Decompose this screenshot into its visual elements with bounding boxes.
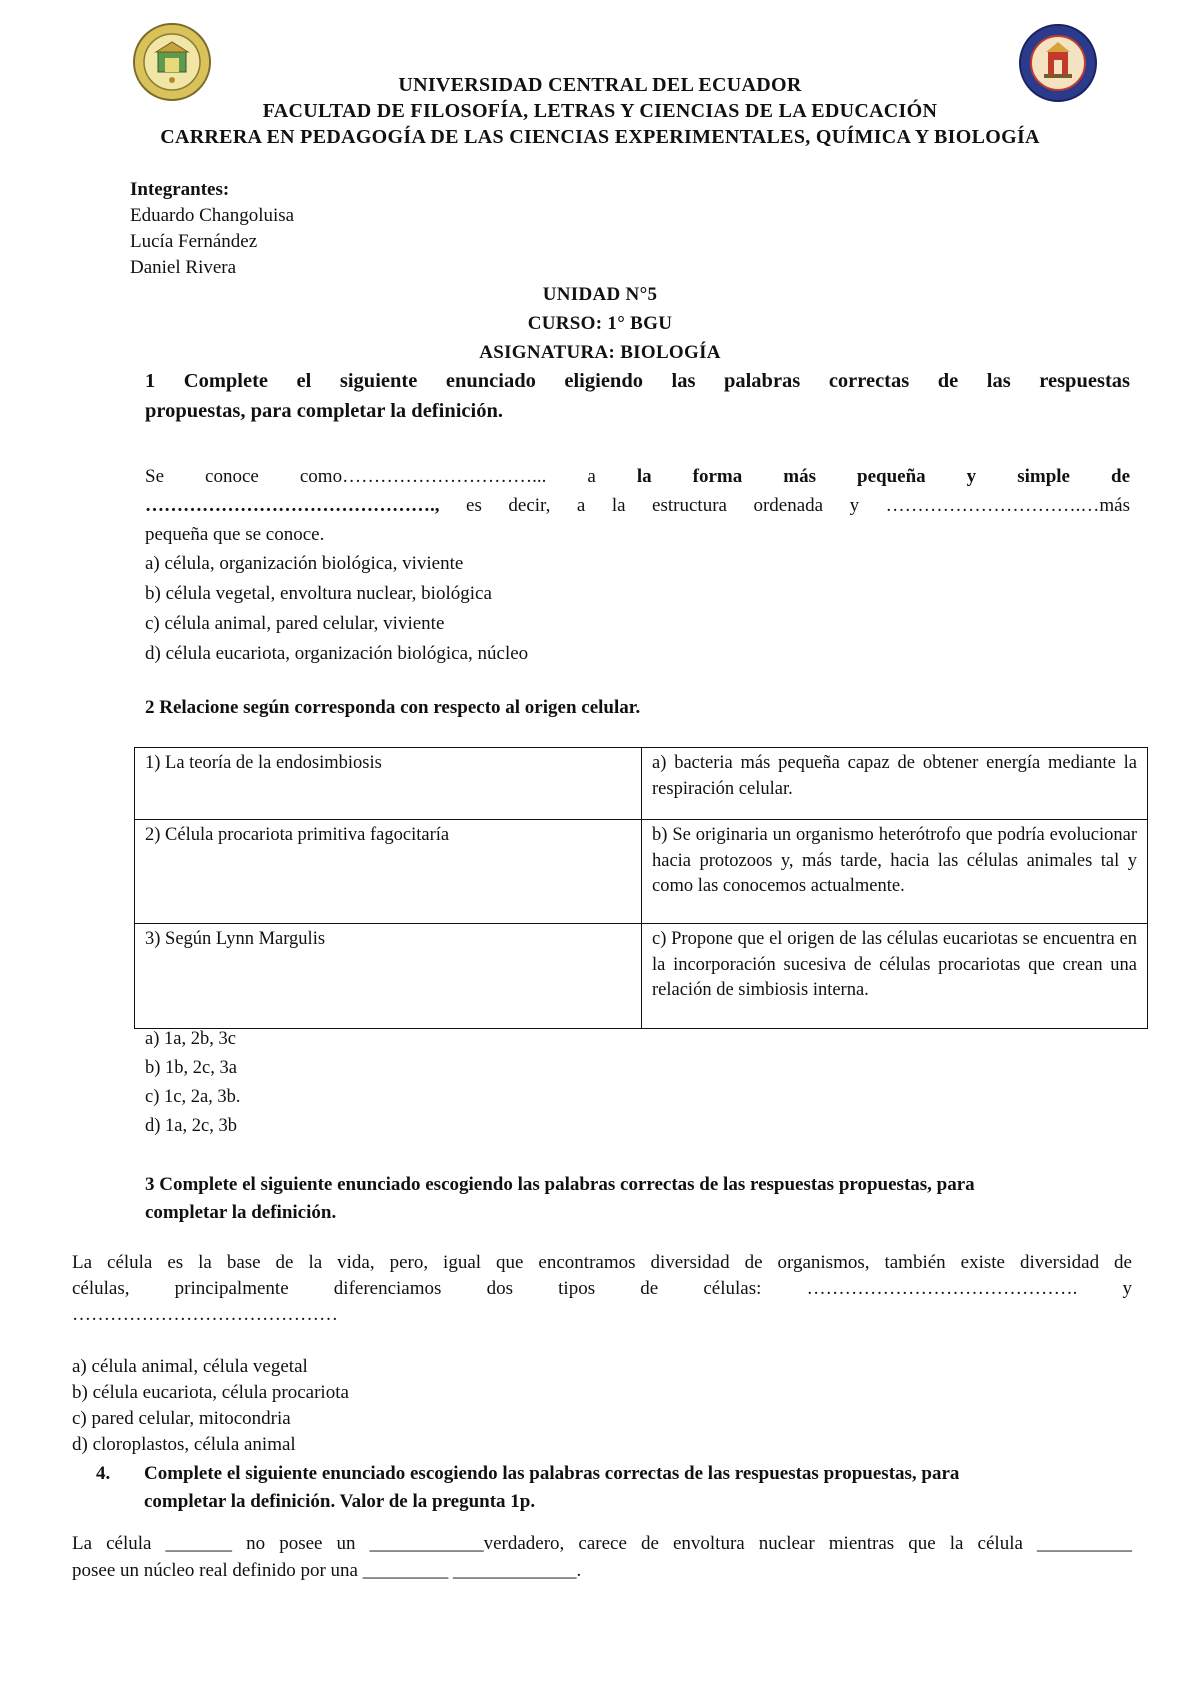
- table-cell-right: a) bacteria más pequeña capaz de obtener energía mediante la respiración celular.: [642, 748, 1148, 820]
- document-header: [60, 72, 1140, 150]
- statement-bold-text: la forma más pequeña y simple de: [636, 466, 1131, 487]
- course-label: CURSO: 1° BGU: [527, 313, 673, 334]
- question-3-body-line: ……………………………………: [72, 1304, 338, 1325]
- statement-bold-text: ……………………………………….,: [145, 495, 440, 516]
- question-4-title: [96, 1460, 1130, 1516]
- table-row: [135, 820, 1148, 924]
- answer-option: b) célula vegetal, envoltura nuclear, biológica: [145, 583, 492, 604]
- question-1-body: [145, 462, 1130, 669]
- question-1-title-line: 1 Complete el siguiente enunciado eligiendo las palabras correctas de las respuestas: [145, 370, 1130, 392]
- question-4-body-line: posee un núcleo real definido por una _________ _____________.: [72, 1560, 582, 1581]
- unit-info: [60, 280, 1140, 367]
- question-1-statement-line: pequeña que se conoce.: [145, 524, 325, 545]
- question-3-title-line: 3 Complete el siguiente enunciado escogiendo las palabras correctas de las respuestas propuestas, para: [145, 1174, 975, 1195]
- answer-option: a) célula, organización biológica, viviente: [145, 553, 464, 574]
- question-2-title: 2 Relacione según corresponda con respecto al origen celular.: [145, 697, 641, 718]
- table-row: [135, 924, 1148, 1029]
- faculty-name: FACULTAD DE FILOSOFÍA, LETRAS Y CIENCIAS DE LA EDUCACIÓN: [262, 100, 938, 122]
- answer-option: d) cloroplastos, célula animal: [72, 1434, 296, 1455]
- table-cell-right: c) Propone que el origen de las células eucariotas se encuentra en la incorporación sucesiva de células procariotas que crean una relación de simbiosis interna.: [642, 924, 1148, 1029]
- university-name: UNIVERSIDAD CENTRAL DEL ECUADOR: [398, 74, 802, 96]
- question-3-body: [72, 1250, 1132, 1328]
- subject-label: ASIGNATURA: BIOLOGÍA: [479, 342, 721, 363]
- unit-number: UNIDAD N°5: [542, 284, 658, 305]
- table-cell-left: 1) La teoría de la endosimbiosis: [135, 748, 642, 820]
- question-1-options: [145, 549, 1130, 669]
- question-2-options: [145, 1025, 241, 1141]
- table-cell-right: b) Se originaria un organismo heterótrofo que podría evolucionar hacia protozoos y, más tarde, hacia las células animales tal y como las conocemos actualmente.: [642, 820, 1148, 924]
- answer-option: d) célula eucariota, organización biológica, núcleo: [145, 643, 529, 664]
- table-cell-left: 2) Célula procariota primitiva fagocitaría: [135, 820, 642, 924]
- matching-table: [134, 747, 1148, 1029]
- table-cell-left: 3) Según Lynn Margulis: [135, 924, 642, 1029]
- answer-option: a) 1a, 2b, 3c: [145, 1029, 236, 1049]
- member-name: Eduardo Changoluisa: [130, 205, 295, 226]
- question-4-title-line: Complete el siguiente enunciado escogiendo las palabras correctas de las respuestas propuestas, para: [144, 1463, 960, 1484]
- answer-option: b) célula eucariota, célula procariota: [72, 1382, 349, 1403]
- answer-option: b) 1b, 2c, 3a: [145, 1058, 237, 1078]
- statement-text: es decir, a la estructura ordenada y ………………………….…más: [466, 495, 1131, 516]
- question-3-body-line: La célula es la base de la vida, pero, igual que encontramos diversidad de organismos, también existe diversidad de: [72, 1252, 1132, 1273]
- question-1-title-line: propuestas, para completar la definición.: [145, 400, 503, 422]
- member-name: Daniel Rivera: [130, 257, 237, 278]
- question-1-statement-line: [145, 491, 1130, 520]
- question-3-title-line: completar la definición.: [145, 1202, 337, 1223]
- question-4-body: [72, 1530, 1132, 1584]
- answer-option: c) pared celular, mitocondria: [72, 1408, 291, 1429]
- answer-option: c) célula animal, pared celular, viviente: [145, 613, 445, 634]
- question-3-options: [72, 1354, 349, 1458]
- question-4-number: 4.: [96, 1463, 111, 1484]
- table-row: [135, 748, 1148, 820]
- statement-text: Se conoce como…………………………... a: [145, 466, 596, 487]
- career-name: CARRERA EN PEDAGOGÍA DE LAS CIENCIAS EXPERIMENTALES, QUÍMICA Y BIOLOGÍA: [160, 126, 1040, 148]
- question-4-body-line: La célula _______ no posee un ____________verdadero, carece de envoltura nuclear mientras que la célula __________: [72, 1533, 1132, 1554]
- members-block: [130, 177, 294, 281]
- member-name: Lucía Fernández: [130, 231, 258, 252]
- question-4-title-line: completar la definición. Valor de la pregunta 1p.: [144, 1491, 536, 1512]
- answer-option: d) 1a, 2c, 3b: [145, 1116, 237, 1136]
- question-3-body-line: células, principalmente diferenciamos dos tipos de células: ……………………………………. y: [72, 1278, 1132, 1299]
- question-1-statement-line: [145, 462, 1130, 491]
- answer-option: a) célula animal, célula vegetal: [72, 1356, 308, 1377]
- answer-option: c) 1c, 2a, 3b.: [145, 1087, 241, 1107]
- question-3-title: [145, 1171, 1130, 1227]
- question-1-title: [145, 366, 1130, 426]
- members-label: Integrantes:: [130, 179, 230, 200]
